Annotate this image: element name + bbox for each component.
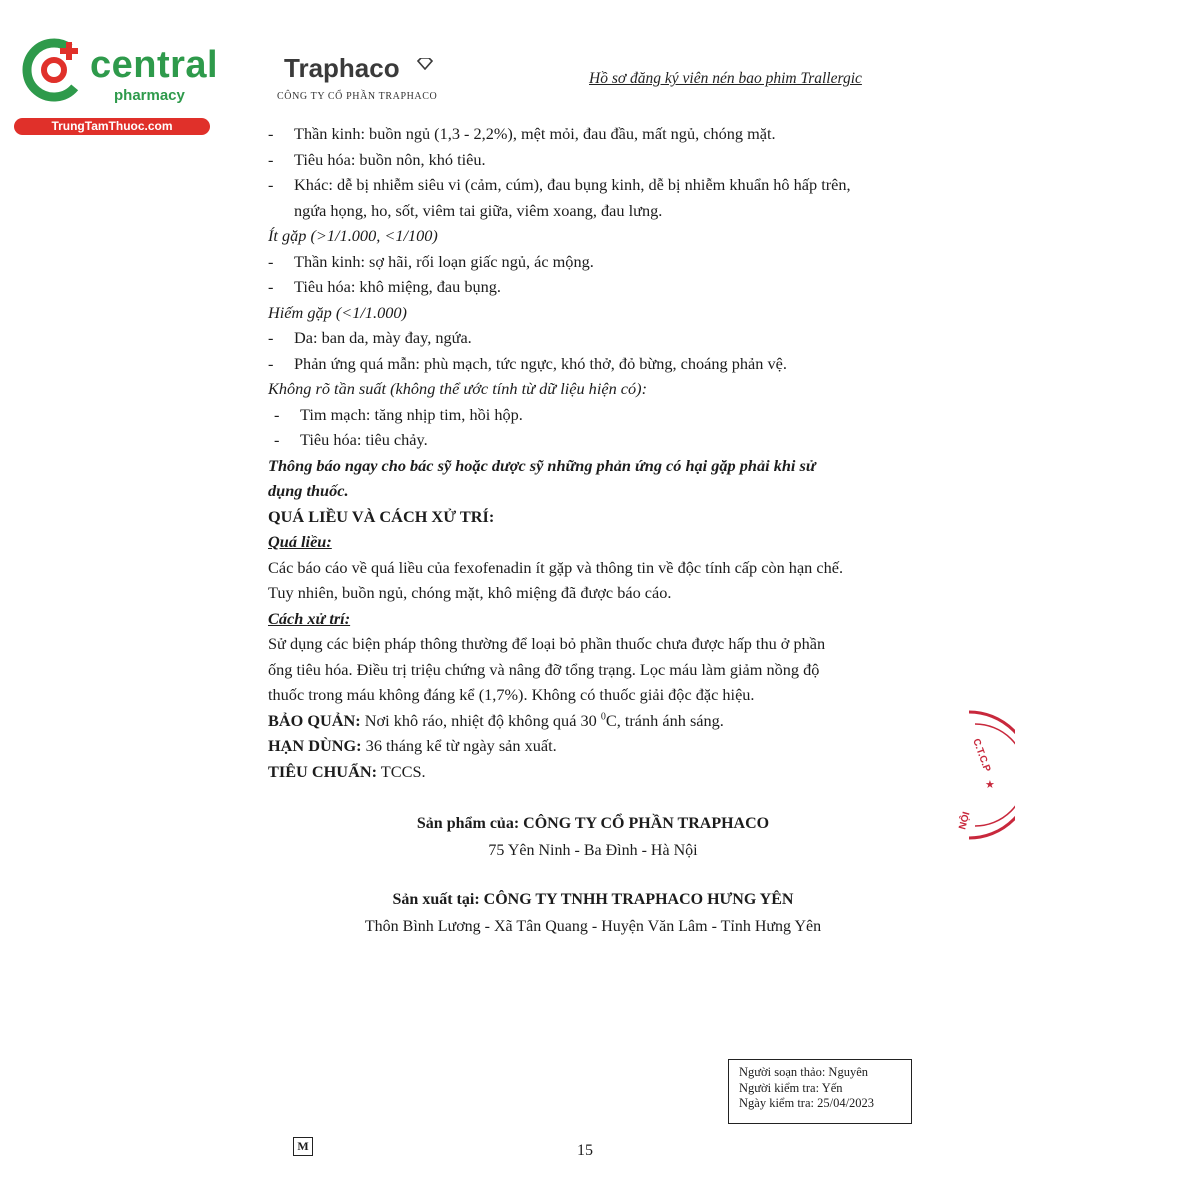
- watermark-brand-sub: pharmacy: [114, 87, 185, 104]
- document-body: [268, 121, 918, 784]
- frequency-heading-uncommon: Ít gặp (>1/1.000, <1/100): [268, 226, 438, 245]
- m-mark: M: [293, 1137, 313, 1156]
- page-number: 15: [577, 1142, 593, 1159]
- standard-line: TIÊU CHUẨN: TCCS.: [268, 761, 426, 781]
- subheading-overdose: Quá liều:: [268, 532, 332, 551]
- product-of-address: 75 Yên Ninh - Ba Đình - Hà Nội: [488, 842, 698, 859]
- paragraph-line: Các báo cáo về quá liều của fexofenadin ít gặp và thông tin về độc tính cấp còn hạn chế.: [268, 557, 844, 577]
- frequency-heading-unknown: Không rõ tần suất (không thể ước tính từ dữ liệu hiện có):: [268, 379, 647, 398]
- made-at-line: Sản xuất tại: CÔNG TY TNHH TRAPHACO HƯNG YÊN: [392, 891, 794, 908]
- made-at-address: Thôn Bình Lương - Xã Tân Quang - Huyện Văn Lâm - Tỉnh Hưng Yên: [364, 918, 822, 935]
- watermark-website: TrungTamThuoc.com: [14, 118, 210, 135]
- list-item: - Da: ban da, mày đay, ngứa.: [268, 328, 472, 347]
- list-item: - Thần kinh: buồn ngủ (1,3 - 2,2%), mệt mỏi, đau đầu, mất ngủ, chóng mặt.: [268, 124, 776, 143]
- frequency-heading-rare: Hiếm gặp (<1/1.000): [268, 302, 407, 322]
- company-subtitle: CÔNG TY CỔ PHẦN TRAPHACO: [277, 91, 438, 102]
- check-date: Ngày kiểm tra: 25/04/2023: [739, 1096, 875, 1110]
- list-item-continuation: ngứa họng, ho, sốt, viêm tai giữa, viêm xoang, đau lưng.: [294, 200, 663, 220]
- paragraph-line: thuốc trong máu không đáng kể (1,7%). Không có thuốc giải độc đặc hiệu.: [268, 685, 755, 704]
- svg-text:NỘI: NỘI: [957, 810, 973, 831]
- watermark-brand-name: central: [90, 44, 219, 86]
- product-of-line: Sản phẩm của: CÔNG TY CỔ PHẦN TRAPHACO: [416, 815, 770, 832]
- shelf-life-line: HẠN DÙNG: 36 tháng kể từ ngày sản xuất.: [268, 736, 557, 755]
- section-heading-overdose: QUÁ LIỀU VÀ CÁCH XỬ TRÍ:: [268, 506, 495, 526]
- company-logo-text: Traphaco: [284, 53, 400, 83]
- list-item: - Khác: dễ bị nhiễm siêu vi (cảm, cúm), đau bụng kinh, dễ bị nhiễm khuẩn hô hấp trên,: [268, 175, 851, 194]
- notice-line: Thông báo ngay cho bác sỹ hoặc dược sỹ những phản ứng có hại gặp phải khi sử: [268, 455, 816, 475]
- paragraph-line: Sử dụng các biện pháp thông thường để loại bỏ phần thuốc chưa được hấp thu ở phần: [268, 634, 826, 653]
- diamond-logo-icon: [417, 58, 433, 70]
- list-item: - Phản ứng quá mẫn: phù mạch, tức ngực, khó thở, đỏ bừng, choáng phản vệ.: [268, 353, 787, 373]
- list-item: - Tiêu hóa: khô miệng, đau bụng.: [268, 277, 501, 296]
- document-title: Hồ sơ đăng ký viên nén bao phim Trallergic: [589, 70, 862, 87]
- svg-text:★: ★: [985, 779, 995, 791]
- svg-text:C.T.C.P: C.T.C.P: [970, 737, 993, 774]
- company-stamp-icon: [955, 700, 1015, 850]
- paragraph-line: ống tiêu hóa. Điều trị triệu chứng và nâng đỡ tổng trạng. Lọc máu làm giảm nồng độ: [268, 659, 820, 679]
- paragraph-line: Tuy nhiên, buồn ngủ, chóng mặt, khô miệng đã được báo cáo.: [268, 583, 672, 602]
- notice-line: dụng thuốc.: [268, 481, 349, 500]
- list-item: - Thần kinh: sợ hãi, rối loạn giấc ngủ, ác mộng.: [268, 251, 594, 271]
- checked-by: Người kiểm tra: Yến: [739, 1080, 843, 1095]
- drafted-by: Người soạn thảo: Nguyên: [739, 1065, 868, 1079]
- subheading-management: Cách xử trí:: [268, 608, 351, 628]
- storage-line: BẢO QUẢN: Nơi khô ráo, nhiệt độ không quá 30 $^0$C, tránh ánh sáng.: [268, 710, 724, 730]
- list-item: - Tiêu hóa: tiêu chảy.: [274, 430, 428, 449]
- list-item: - Tim mạch: tăng nhịp tim, hồi hộp.: [274, 404, 523, 424]
- list-item: - Tiêu hóa: buồn nôn, khó tiêu.: [268, 149, 486, 169]
- approval-box: [728, 1059, 912, 1124]
